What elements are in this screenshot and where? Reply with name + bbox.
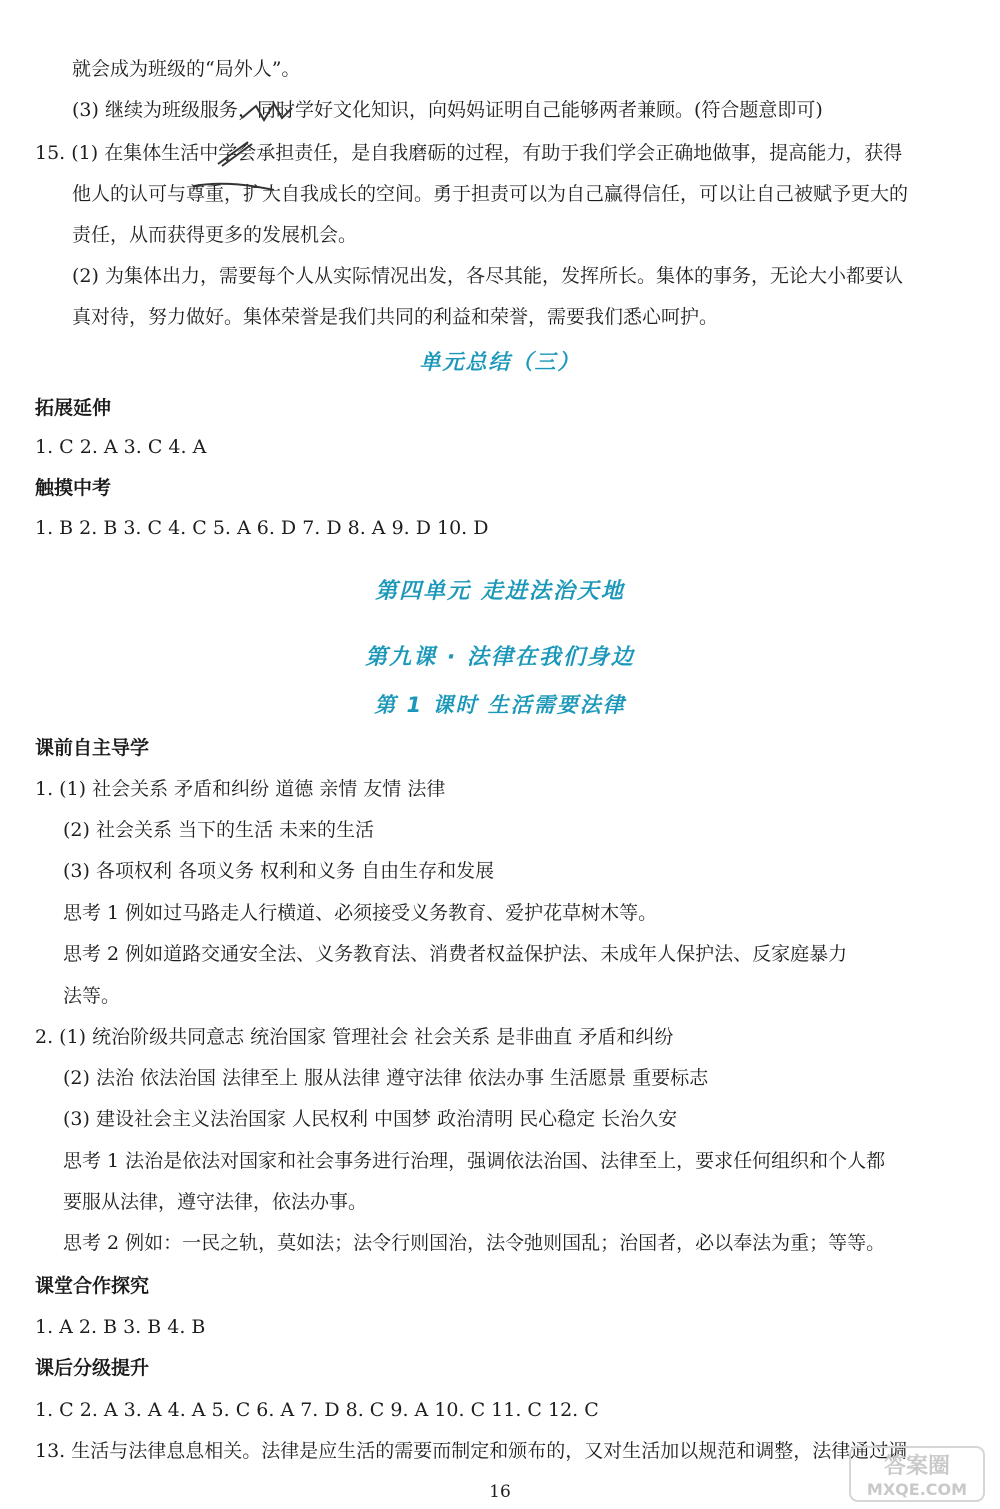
answer-line: 15. (1) 在集体生活中学会承担责任，是自我磨砺的过程，有助于我们学会正确地做事，提高能力，获得 — [35, 142, 903, 164]
section-heading: 课后分级提升 — [35, 1357, 150, 1379]
answer-line: (2) 社会关系 当下的生活 未来的生活 — [63, 819, 375, 841]
answer-line: 1. C 2. A 3. A 4. A 5. C 6. A 7. D 8. C 9. A 10. C 11. C 12. C — [35, 1399, 599, 1421]
answer-line: (3) 建设社会主义法治国家 人民权利 中国梦 政治清明 民心稳定 长治久安 — [63, 1108, 678, 1130]
section-heading: 课堂合作探究 — [35, 1275, 150, 1297]
answer-line: 1. (1) 社会关系 矛盾和纠纷 道德 亲情 友情 法律 — [35, 778, 446, 800]
section-heading: 拓展延伸 — [35, 397, 112, 419]
answer-line: 2. (1) 统治阶级共同意志 统治国家 管理社会 社会关系 是非曲直 矛盾和纠纷 — [35, 1026, 674, 1048]
answer-line: 13. 生活与法律息息相关。法律是应生活的需要而制定和颁布的，又对生活加以规范和调整，法律通过调 — [35, 1440, 908, 1462]
answer-line: 思考 2 例如道路交通安全法、义务教育法、消费者权益保护法、未成年人保护法、反家庭暴力 — [63, 943, 848, 965]
pen-scribble-mark — [238, 96, 298, 130]
answer-line: (3) 继续为班级服务，同时学好文化知识，向妈妈证明自己能够两者兼顾。(符合题意即可) — [72, 99, 823, 121]
answer-line: 责任，从而获得更多的发展机会。 — [72, 224, 358, 246]
page-number: 16 — [489, 1482, 511, 1502]
period-title: 第 1 课时 生活需要法律 — [374, 693, 626, 717]
section-heading: 课前自主导学 — [35, 737, 150, 759]
answer-line: 就会成为班级的“局外人”。 — [72, 58, 301, 80]
svg-text:MXQE.COM: MXQE.COM — [866, 1480, 968, 1499]
answer-line: (2) 为集体出力，需要每个人从实际情况出发，各尽其能，发挥所长。集体的事务，无论大小都要认 — [72, 265, 903, 287]
answer-line: (3) 各项权利 各项义务 权利和义务 自由生存和发展 — [63, 860, 495, 882]
answer-line: 1. A 2. B 3. B 4. B — [35, 1316, 206, 1338]
watermark-logo — [848, 1445, 986, 1503]
pen-scribble-mark — [188, 136, 278, 200]
answer-line: 真对待，努力做好。集体荣誉是我们共同的利益和荣誉，需要我们悉心呵护。 — [72, 306, 719, 328]
answer-line: 思考 1 例如过马路走人行横道、必须接受义务教育、爱护花草树木等。 — [63, 902, 658, 924]
answer-line: 思考 2 例如：一民之轨，莫如法；法令行则国治，法令弛则国乱；治国者，必以奉法为重；等等。 — [63, 1232, 886, 1254]
answer-line: 思考 1 法治是依法对国家和社会事务进行治理，强调依法治国、法律至上，要求任何组织和个人都 — [63, 1150, 886, 1172]
answer-line: 要服从法律，遵守法律，依法办事。 — [63, 1191, 368, 1213]
unit-title: 第四单元 走进法治天地 — [375, 579, 625, 604]
answer-line: 他人的认可与尊重，扩大自我成长的空间。勇于担责可以为自己赢得信任，可以让自己被赋予更大的 — [72, 183, 909, 205]
unit-summary-title: 单元总结（三） — [419, 350, 581, 374]
answer-line: (2) 法治 依法治国 法律至上 服从法律 遵守法律 依法办事 生活愿景 重要标志 — [63, 1067, 709, 1089]
section-heading: 触摸中考 — [35, 477, 112, 499]
answer-line: 1. C 2. A 3. C 4. A — [35, 436, 207, 458]
lesson-title: 第九课 · 法律在我们身边 — [365, 645, 635, 670]
svg-text:答案圈: 答案圈 — [883, 1454, 951, 1479]
answer-line: 1. B 2. B 3. C 4. C 5. A 6. D 7. D 8. A 9. D 10. D — [35, 517, 489, 539]
answer-line: 法等。 — [63, 985, 121, 1007]
